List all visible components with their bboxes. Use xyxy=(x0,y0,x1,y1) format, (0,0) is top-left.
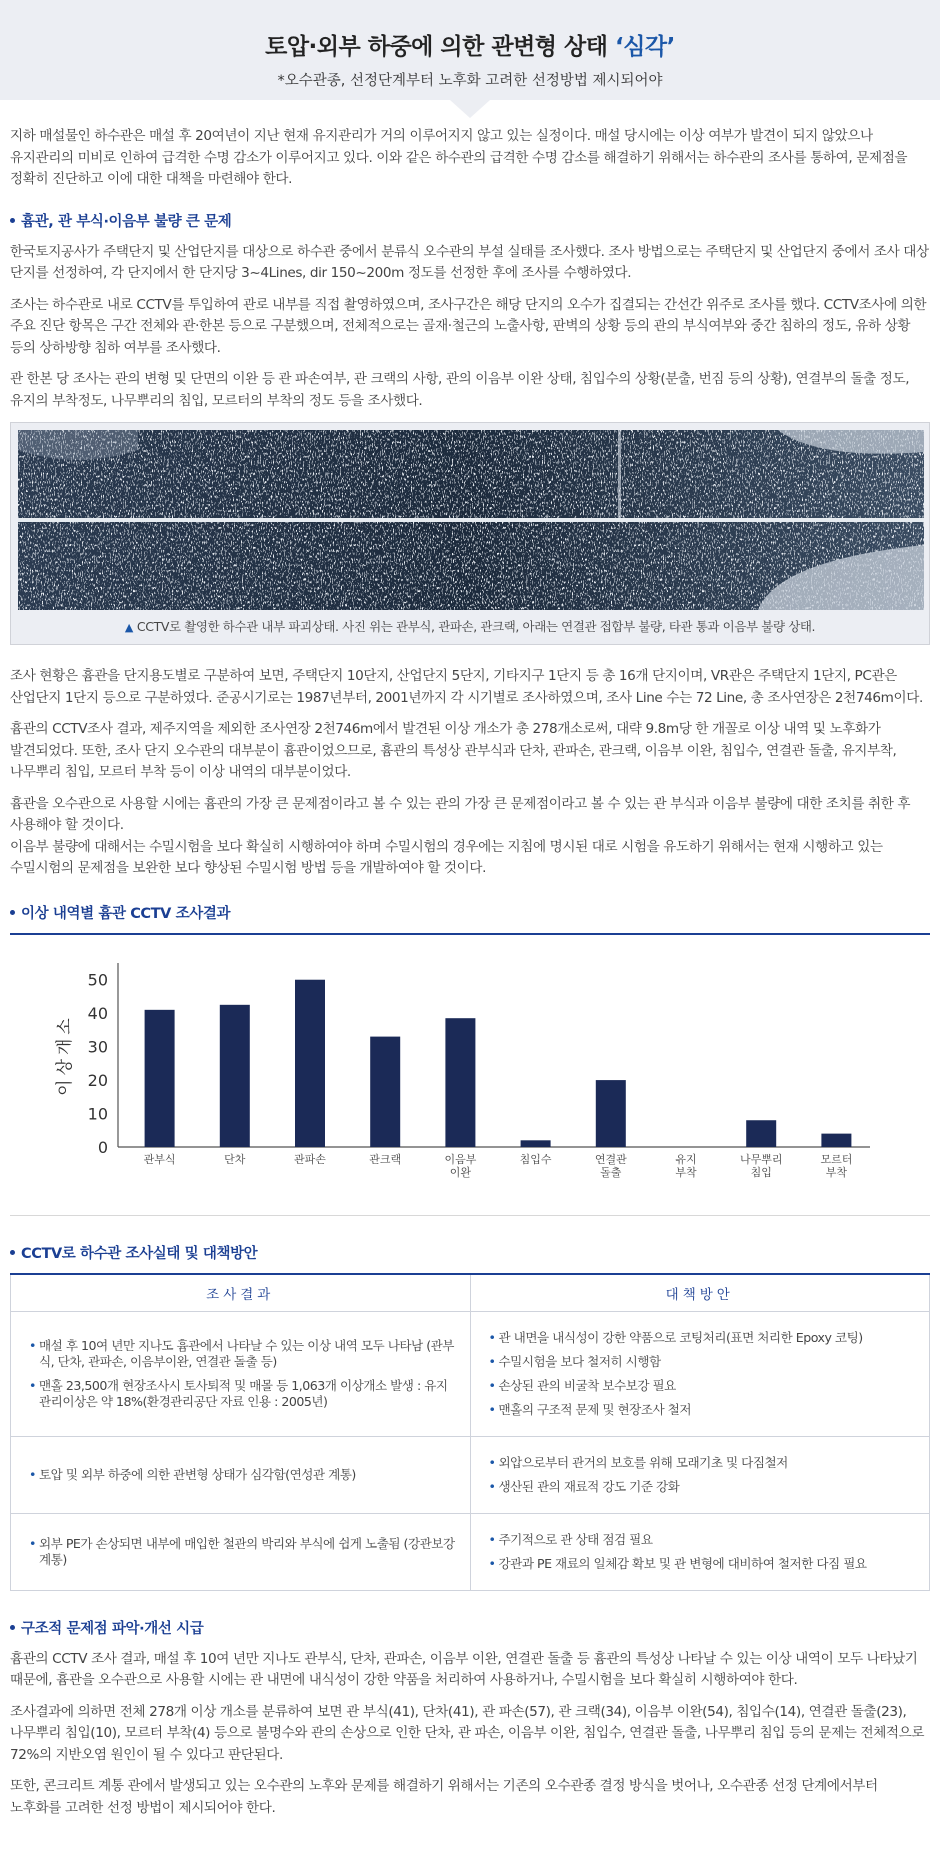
sec4-paragraph-1: 흄관의 CCTV 조사 결과, 매설 후 10여 년만 지나도 관부식, 단차, 관파손, 이음부 이완, 연결관 돌출 등 흄관의 특성상 나타날 수 있는 이상 내역이 모두 나타났기 때문에, 흄관을 오수관으로 사용할 시에는 관 내면에 내식성이 강한 약품을 처리하여 사용하거나, 수밀시험을 보다 확실히 시행하여야 한다. xyxy=(10,1650,918,1688)
x-tick-label: 이음부 xyxy=(444,1152,477,1166)
bar xyxy=(145,1009,175,1146)
section-heading-3: CCTV로 하수관 조사실태 및 대책방안 xyxy=(10,1242,930,1263)
section-heading-1: 흄관, 관 부식·이음부 불량 큰 문제 xyxy=(10,210,930,231)
survey-result-table xyxy=(10,1273,930,1591)
sec1-paragraph-1: 한국토지공사가 주택단지 및 산업단지를 대상으로 하수관 중에서 분류식 오수관의 부설 실태를 조사했다. 조사 방법으로는 주택단지 및 산업단지 중에서 조사 대상 단지를 선정하여, 각 단지에서 한 단지당 3~4Lines, dir 150~200m 정도를 선정한 후에 조사를 수행하였다. xyxy=(10,243,929,281)
y-tick-label: 20 xyxy=(87,1070,108,1090)
bullet-list xyxy=(489,1532,918,1572)
result-cell xyxy=(11,1436,471,1513)
y-tick-label: 50 xyxy=(87,970,108,990)
intro-paragraph: 지하 매설물인 하수관은 매설 후 20여년이 지난 현재 유지관리가 거의 이루어지지 않고 있는 실정이다. 매설 당시에는 이상 여부가 발견이 되지 않았으나 유지관리의 미비로 인하여 급격한 수명 감소가 이루어지고 있다. 이와 같은 하수관의 급격한 수명 감소를 해결하기 위해서는 하수관의 조사를 통하여, 문제점을 정확히 진단하고 이에 대한 대책을 마련해야 한다. xyxy=(10,128,908,187)
bullet-list xyxy=(489,1330,918,1418)
article-subtitle: *오수관종, 선정단계부터 노후화 고려한 선정방법 제시되어야 xyxy=(277,73,663,89)
list-item: • 토압 및 외부 하중에 의한 관변형 상태가 심각함(연성관 계통) xyxy=(29,1467,458,1483)
list-item: • 관 내면을 내식성이 강한 약품으로 코팅처리(표면 처리한 Epoxy 코팅) xyxy=(489,1330,918,1346)
y-tick-label: 10 xyxy=(87,1104,108,1124)
x-tick-label: 모르터 xyxy=(820,1152,853,1166)
sec1-paragraph-2: 조사는 하수관로 내로 CCTV를 투입하여 관로 내부를 직접 촬영하였으며, 조사구간은 해당 단지의 오수가 집결되는 간선간 위주로 조사를 했다. CCTV조사에 의한 주요 진단 항목은 구간 전체와 관·한본 등으로 구분했으며, 전체적으로는 골재·철근의 노출사항, 판벽의 상황 등의 관의 부식여부와 중간 침하의 정도, 유하 상황 등의 상하방향 침하 여부를 조사했다. xyxy=(10,296,927,356)
bullet-icon xyxy=(10,910,15,915)
bar-chart xyxy=(10,935,930,1215)
column-header-measures: 대책방안 xyxy=(470,1274,930,1312)
x-tick-label: 침입수 xyxy=(519,1152,552,1166)
bullet-list xyxy=(489,1455,918,1495)
section-heading-2: 이상 내역별 흄관 CCTV 조사결과 xyxy=(10,902,930,923)
x-tick-label: 침입 xyxy=(750,1165,772,1179)
x-tick-label: 관부식 xyxy=(143,1152,176,1166)
table-body xyxy=(11,1311,930,1590)
list-item: • 맨홀의 구조적 문제 및 현장조사 철저 xyxy=(489,1402,918,1418)
x-tick-label: 부착 xyxy=(825,1165,848,1179)
x-tick-label: 부착 xyxy=(675,1165,697,1179)
sec1-paragraph-3: 관 한본 당 조사는 관의 변형 및 단면의 이완 등 관 파손여부, 관 크랙의 사항, 관의 이음부 이완 상태, 침입수의 상황(분출, 번짐 등의 상황), 연결부의 돌출 정도, 유지의 부착정도, 나무뿌리의 침입, 모르터의 부착의 정도 등을 조사했다. xyxy=(10,371,910,409)
y-tick-label: 0 xyxy=(97,1137,108,1157)
x-tick-label: 나무뿌리 xyxy=(739,1152,783,1166)
x-tick-label: 돌출 xyxy=(600,1165,622,1179)
list-item: • 손상된 관의 비굴착 보수보강 필요 xyxy=(489,1378,918,1394)
bar xyxy=(295,979,325,1146)
header-arrow xyxy=(450,100,490,118)
x-tick-label: 관크랙 xyxy=(369,1152,402,1166)
article-header xyxy=(0,0,940,100)
list-item: • 외부 PE가 손상되면 내부에 매입한 철관의 박리와 부식에 쉽게 노출됨 (강관보강 계통) xyxy=(29,1536,458,1568)
bullet-icon xyxy=(10,1250,15,1255)
list-item: • 매설 후 10여 년만 지나도 흄관에서 나타날 수 있는 이상 내역 모두 나타남 (관부식, 단차, 관파손, 이음부이완, 연결관 돌출 등) xyxy=(29,1338,458,1370)
table-row xyxy=(11,1513,930,1590)
sec1-paragraph-5: 흄관의 CCTV조사 결과, 제주지역을 제외한 조사연장 2천746m에서 발견된 이상 개소가 총 278개소로써, 대략 9.8m당 한 개꼴로 이상 내역 및 노후화가 발견되었다. 또한, 조사 단지 오수관의 대부분이 흄관이었으므로, 흄관의 특성상 관부식과 단차, 관파손, 관크랙, 이음부 이완, 침입수, 연결관 돌출, 유지부착, 나무뿌리 침입, 모르터 부착 등이 이상 내역의 대부분이었다. xyxy=(10,721,897,780)
x-tick-label: 단차 xyxy=(224,1152,246,1166)
bullet-icon xyxy=(10,218,15,223)
bar xyxy=(521,1140,551,1147)
sec1-paragraph-6: 흄관을 오수관으로 사용할 시에는 흄관의 가장 큰 문제점이라고 볼 수 있는 관의 가장 큰 문제점이라고 볼 수 있는 관 부식과 이음부 불량에 대한 조치를 취한 후 사용해야 할 것이다. xyxy=(10,795,911,833)
bullet-list xyxy=(29,1338,458,1410)
measure-cell xyxy=(470,1513,930,1590)
bullet-list xyxy=(29,1467,458,1483)
y-axis-label: 이상개소 xyxy=(55,1013,75,1096)
y-tick-label: 40 xyxy=(87,1003,108,1023)
sec1-paragraph-7: 이음부 불량에 대해서는 수밀시험을 보다 확실히 시행하여야 하며 수밀시험의 경우에는 지침에 명시된 대로 시험을 유도하기 위해서는 현재 시행하고 있는 수밀시험의 문제점을 보완한 보다 향상된 수밀시험 방법 등을 개발하여야 할 것이다. xyxy=(10,838,883,876)
y-tick-label: 30 xyxy=(87,1037,108,1057)
title-accent: ‘심각’ xyxy=(614,34,675,60)
list-item: • 강관과 PE 재료의 일체감 확보 및 관 변형에 대비하여 철저한 다짐 필요 xyxy=(489,1556,918,1572)
bullet-list xyxy=(29,1536,458,1568)
list-item: • 주기적으로 관 상태 점검 필요 xyxy=(489,1532,918,1548)
bar xyxy=(596,1080,626,1147)
list-item: • 맨홀 23,500개 현장조사시 토사퇴적 및 매몰 등 1,063개 이상개소 발생 : 유지관리이상은 약 18%(환경관리공단 자료 인용 : 2005년) xyxy=(29,1378,458,1410)
chart-svg xyxy=(10,935,930,1215)
sec1-paragraph-4: 조사 현황은 흄관을 단지용도별로 구분하여 보면, 주택단지 10단지, 산업단지 5단지, 기타지구 1단지 등 총 16개 단지이며, VR관은 주택단지 1단지, PC관은 산업단지 1단지 등으로 구분하였다. 준공시기로는 1987년부터, 2001년까지 각 시기별로 조사하였으며, 조사 Line 수는 72 Line, 총 조사연장은 2천746m이다. xyxy=(10,668,923,706)
cctv-photo xyxy=(18,430,924,610)
article-title xyxy=(0,0,940,61)
sec4-paragraph-2: 조사결과에 의하면 전체 278개 이상 개소를 분류하여 보면 관 부식(41), 단차(41), 관 파손(57), 관 크랙(34), 이음부 이완(54), 침입수(14), 연결관 돌출(23), 나무뿌리 침입(10), 모르터 부착(4) 등으로 불명수와 관의 손상으로 인한 단차, 관 파손, 이음부 이완, 침입수, 연결관 돌출, 나무뿌리 침입 등의 문제는 전체적으로 72%의 지반오염 원인이 될 수 있다고 판단된다. xyxy=(10,1703,925,1763)
column-header-results: 조사결과 xyxy=(11,1274,471,1312)
cctv-photo-figure xyxy=(10,422,930,645)
title-main: 토압·외부 하중에 의한 관변형 상태 xyxy=(265,34,615,60)
triangle-icon: ▲ xyxy=(124,621,133,634)
bar xyxy=(821,1133,851,1146)
section-heading-4: 구조적 문제점 파악·개선 시급 xyxy=(10,1617,930,1638)
bar xyxy=(746,1120,776,1147)
measure-cell xyxy=(470,1436,930,1513)
x-tick-label: 유지 xyxy=(675,1152,697,1166)
table-row xyxy=(11,1436,930,1513)
bar xyxy=(220,1004,250,1146)
result-cell xyxy=(11,1513,471,1590)
x-tick-label: 이완 xyxy=(449,1165,472,1179)
bar xyxy=(445,1018,475,1147)
x-tick-label: 연결관 xyxy=(594,1152,627,1166)
bar xyxy=(370,1036,400,1146)
list-item: • 생산된 관의 재료적 강도 기준 강화 xyxy=(489,1479,918,1495)
x-tick-label: 관파손 xyxy=(294,1152,326,1166)
article-body xyxy=(0,126,940,1819)
measure-cell xyxy=(470,1311,930,1436)
table-row xyxy=(11,1311,930,1436)
list-item: • 수밀시험을 보다 철저히 시행함 xyxy=(489,1354,918,1370)
sec4-paragraph-3: 또한, 콘크리트 계통 관에서 발생되고 있는 오수관의 노후와 문제를 해결하기 위해서는 기존의 오수관종 결정 방식을 벗어나, 오수관종 선정 단계에서부터 노후화를 고려한 선정 방법이 제시되어야 한다. xyxy=(10,1778,878,1816)
bullet-icon xyxy=(10,1625,15,1630)
result-cell xyxy=(11,1311,471,1436)
photo-caption: ▲ CCTV로 촬영한 하수관 내부 파괴상태. 사진 위는 관부식, 관파손, 관크랙, 아래는 연결관 접합부 불량, 타관 통과 이음부 불량 상태. xyxy=(124,619,816,634)
table-header-row xyxy=(11,1274,930,1312)
list-item: • 외압으로부터 관거의 보호를 위해 모래기초 및 다짐철저 xyxy=(489,1455,918,1471)
